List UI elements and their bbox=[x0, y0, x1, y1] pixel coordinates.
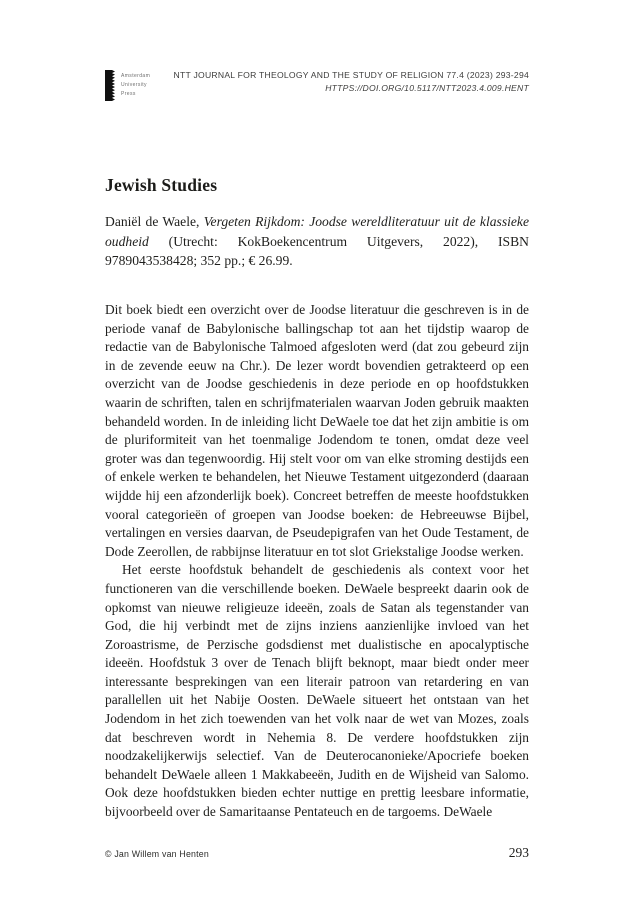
journal-header bbox=[105, 69, 529, 101]
section-title: Jewish Studies bbox=[105, 175, 218, 195]
review-paragraph: Dit boek biedt een overzicht over de Joodse literatuur die geschreven is in de periode vanaf de Babylonische ballingschap tot aan het tijdstip waarop de redactie van de Babylonische Talmoed afgesloten werd (dat zou gebeurd zijn in de zevende eeuw na Chr.). De lezer wordt bovendien getrakteerd op een overzicht van de Joodse geschiedenis in deze periode en op hoofdstukken waarin de schriften, talen en schrijfmaterialen waarvan Joden gebruik maakten behandeld worden. In de inleiding licht DeWaele toe dat het zijn ambitie is om de pluriformiteit van het toenmalige Jodendom te tonen, omdat deze veel groter was dan tegenwoordig. Hij stelt voor om van elke stroming destijds een of enkele werken te behandelen, het Nieuwe Testament uitgezonderd (daaraan wijdde hij een afzonderlijk boek). Concreet betreffen de meeste hoofdstukken vooral categorieën of groepen van Joodse boeken: de Hebreeuwse Bijbel, vertalingen en versies daarvan, de Pseudepigrafen van het Oude Testament, de Dode Zeerollen, de rabbijnse literatuur en tot slot Griekstalige Joodse werken. bbox=[105, 302, 529, 559]
page-footer bbox=[105, 845, 529, 861]
copyright-notice: © Jan Willem van Henten bbox=[105, 849, 209, 859]
journal-info bbox=[174, 69, 529, 95]
logo-text-line: Press bbox=[121, 91, 136, 97]
book-citation bbox=[105, 212, 529, 271]
journal-title-line: NTT JOURNAL FOR THEOLOGY AND THE STUDY OF RELIGION 77.4 (2023) 293-294 bbox=[173, 70, 529, 80]
aup-logo-mark-icon bbox=[105, 70, 115, 101]
logo-text-line: Amsterdam bbox=[121, 73, 151, 79]
citation-book-title: Vergeten Rijkdom: Joodse wereldliteratuur uit de klassieke oudheid bbox=[105, 214, 529, 249]
citation-details: (Utrecht: KokBoekencentrum Uitgevers, 2022), ISBN 9789043538428; 352 pp.; € 26.99. bbox=[105, 233, 529, 268]
page-number: 293 bbox=[508, 845, 529, 860]
review-paragraph: Het eerste hoofdstuk behandelt de geschiedenis als context voor het functioneren van die verschillende boeken. DeWaele bespreekt daarin ook de opkomst van nieuwe religieuze ideeën, zoals de Satan als tegenstander van God, die hij verbindt met de zijns inziens aanzienlijke invloed van het Zoroastrisme, de Perzische godsdienst met dualistische en apocalyptische ideeën. Hoofdstuk 3 over de Tenach blijft beknopt, maar biedt onder meer interessante besprekingen van een literair patroon van retardering en van parallellen uit het Nabije Oosten. DeWaele situeert het ontstaan van het Jodendom in het zich toewenden van het volk naar de wet van Mozes, zoals dat beschreven wordt in Nehemia 8. De verdere hoofdstukken zijn noodzakelijkerwijs selectief. Van de Deuterocanonieke/Apocriefe boeken behandelt DeWaele alleen 1 Makkabeeën, Judith en de Wijsheid van Salomo. Ook deze hoofdstukken bieden echter nuttige en prettig leesbare informatie, bijvoorbeeld over de Samaritaanse Pentateuch en de targoems. DeWaele bbox=[105, 562, 529, 820]
aup-logo bbox=[105, 69, 150, 101]
aup-logo-text bbox=[121, 70, 150, 99]
review-body bbox=[105, 301, 529, 822]
citation-author: Daniël de Waele, bbox=[105, 214, 204, 229]
doi-line: HTTPS://DOI.ORG/10.5117/NTT2023.4.009.HENT bbox=[325, 83, 529, 93]
logo-text-line: University bbox=[121, 82, 147, 88]
